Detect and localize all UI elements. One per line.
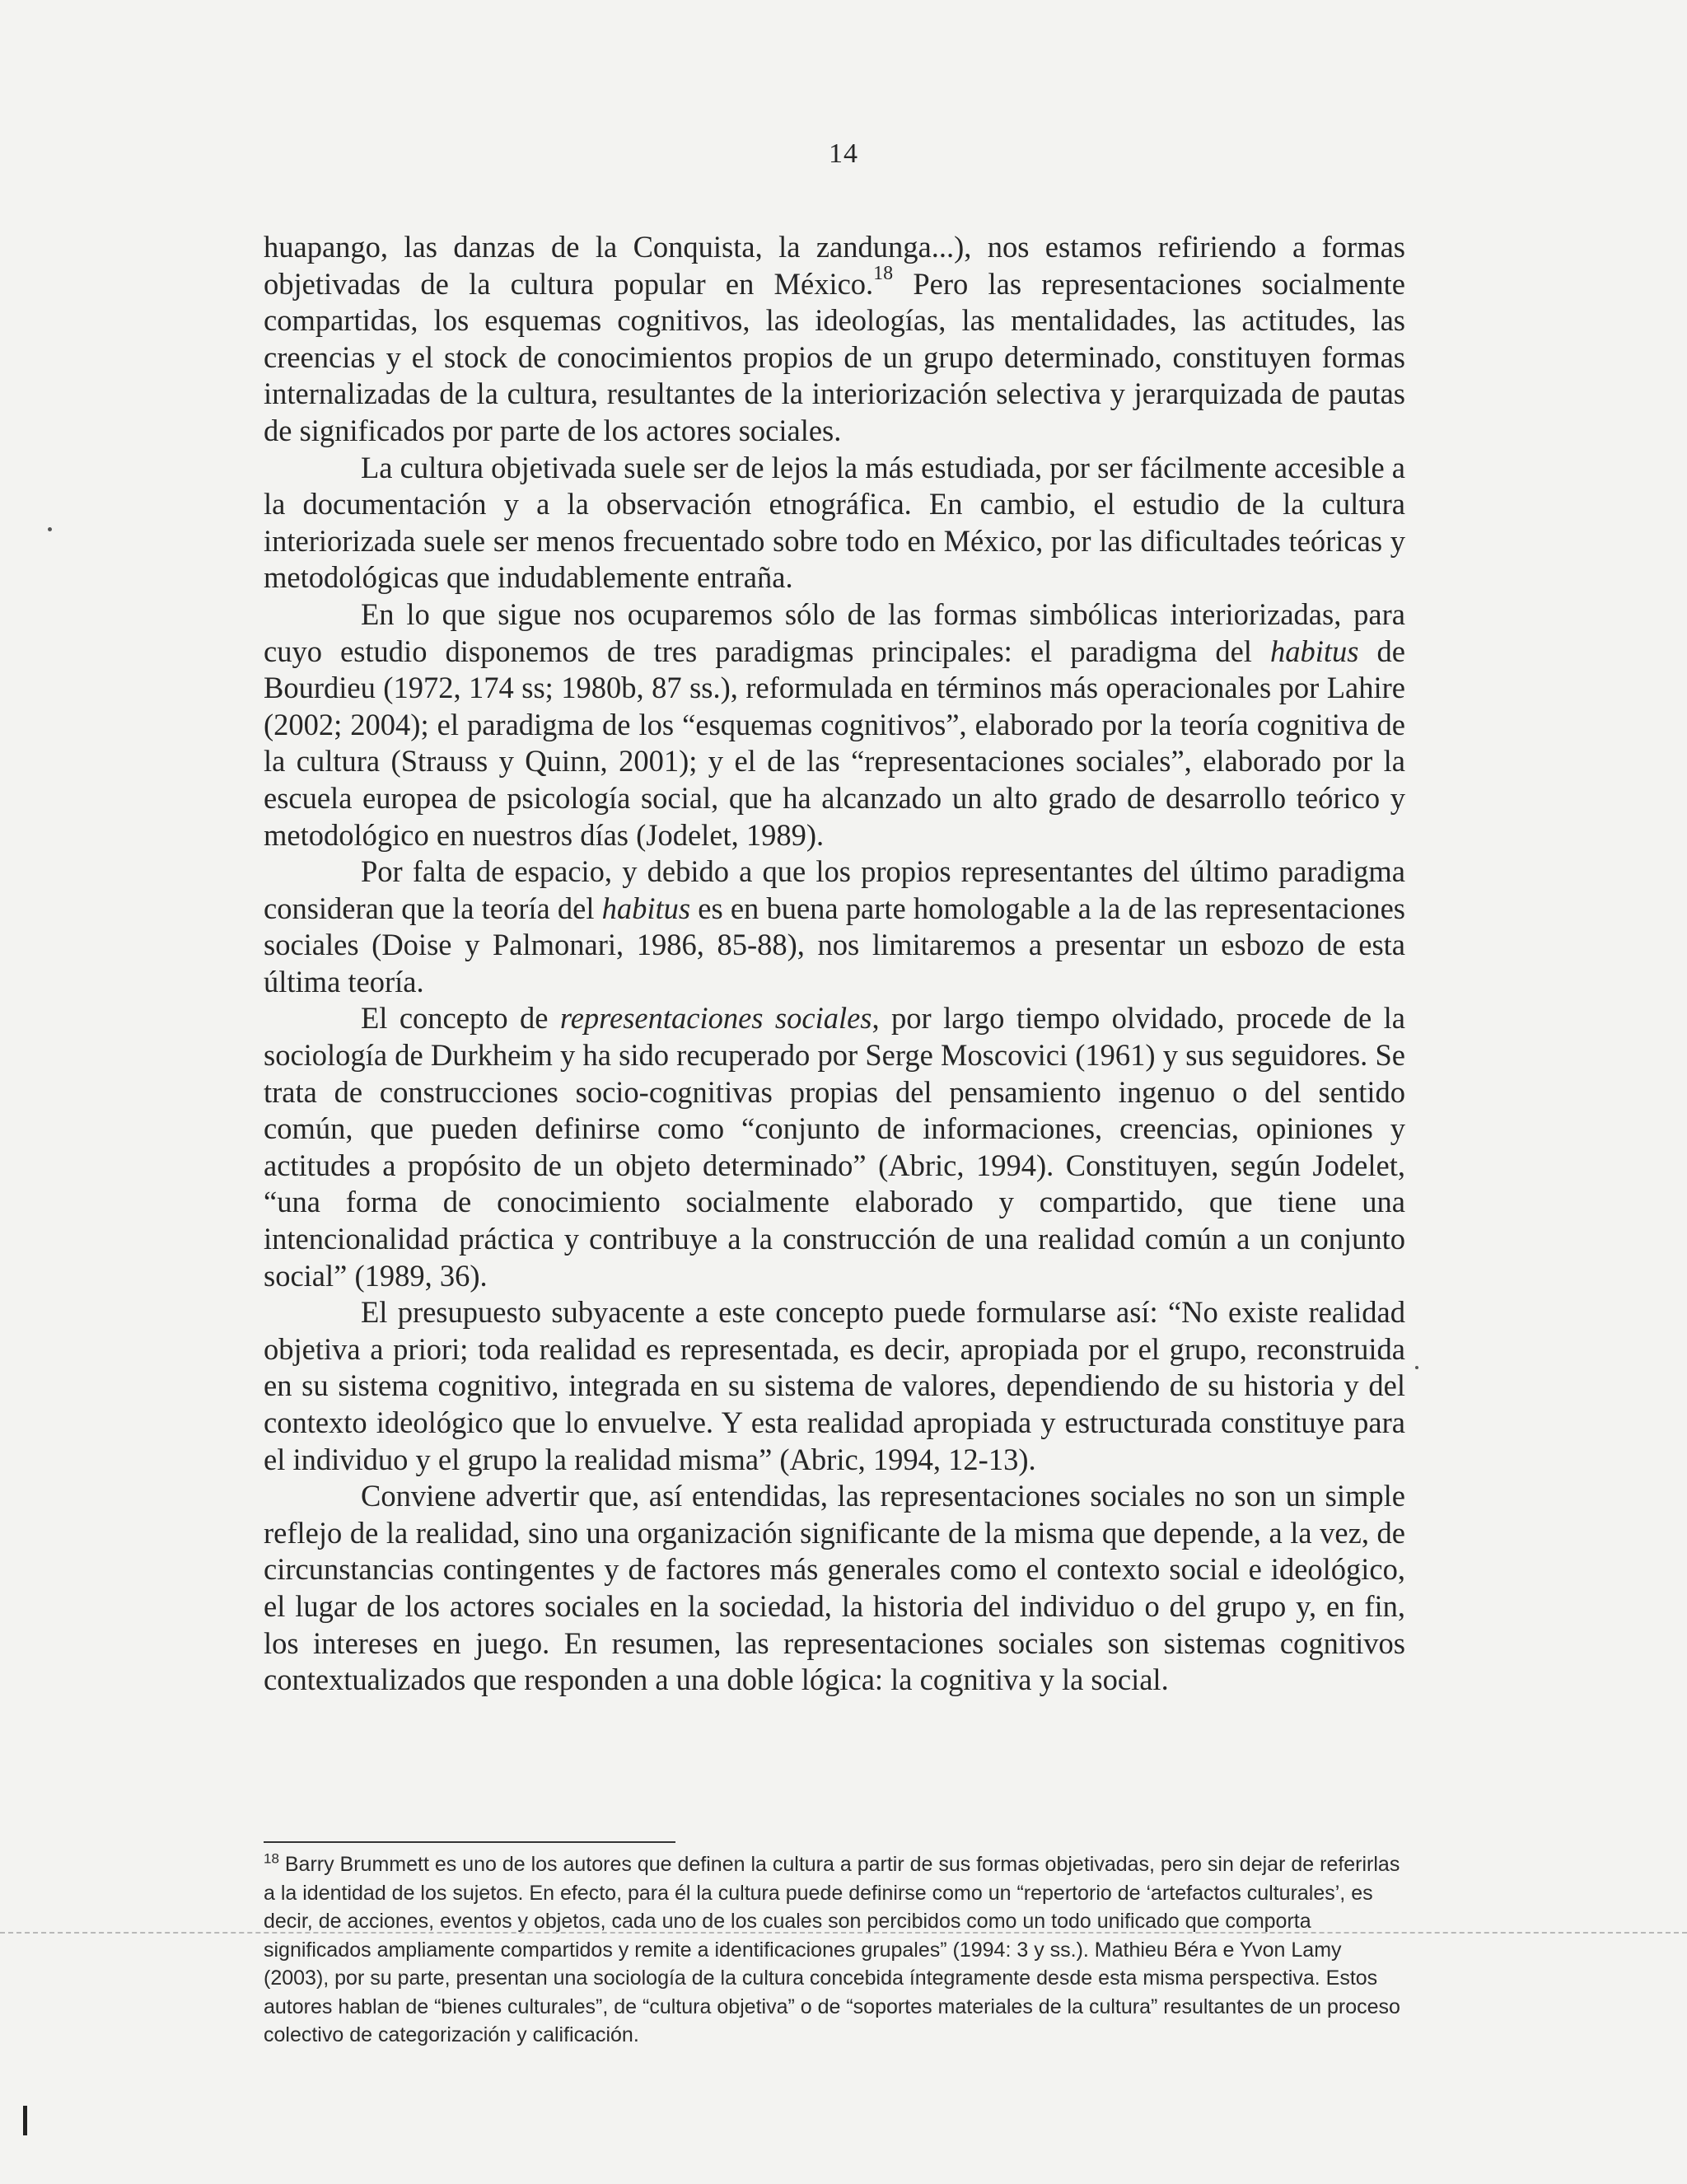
- paragraph-3-text-after: de Bourdieu (1972, 174 ss; 1980b, 87 ss.), reformulada en términos más operacionales por Lahire (2002; 2004); el paradigma de los “esquemas cognitivos”, elaborado por la teoría cognitiva de la cultura (Strauss y Quinn, 2001); y el de las “representaciones sociales”, elaborado por la escuela europea de psicología social, que ha alcanzado un alto grado de desarrollo teórico y metodológico en nuestros días (Jodelet, 1989).: [264, 634, 1405, 852]
- paragraph-4: [264, 853, 1405, 1000]
- footnote-separator: [264, 1841, 675, 1843]
- scan-artifact-line: [0, 1932, 1687, 1934]
- scan-speck: [1415, 1366, 1418, 1369]
- footnote-reference: 18: [873, 263, 894, 285]
- page-number: 14: [829, 138, 858, 169]
- footnote: [264, 1850, 1405, 2050]
- paragraph-1: [264, 229, 1405, 450]
- paragraph-3-text-before: En lo que sigue nos ocuparemos sólo de las formas simbólicas interiorizadas, para cuyo estudio disponemos de tres paradigmas principales: el paradigma del: [264, 596, 1405, 668]
- paragraph-2: La cultura objetivada suele ser de lejos la más estudiada, por ser fácilmente accesible a la documentación y a la observación etnográfica. En cambio, el estudio de la cultura interiorizada suele ser menos frecuentado sobre todo en México, por las dificultades teóricas y metodológicas que indudablemente entraña.: [264, 450, 1405, 595]
- scan-speck: [48, 527, 52, 531]
- paragraph-5: [264, 1000, 1405, 1294]
- margin-mark: [23, 2106, 27, 2135]
- paragraph-3-italic-term: habitus: [1269, 634, 1359, 668]
- paragraph-4-italic-term: habitus: [601, 891, 691, 925]
- paragraph-1-text-after: Pero las representaciones socialmente compartidas, los esquemas cognitivos, las ideologías, las mentalidades, las actitudes, las creencias y el stock de conocimientos propios de un grupo determinado, constituyen formas internalizadas de la cultura, resultantes de la interiorización selectiva y jerarquizada de pautas de significados por parte de los actores sociales.: [264, 266, 1405, 447]
- footnote-number: 18: [264, 1850, 279, 1867]
- paragraph-7: Conviene advertir que, así entendidas, las representaciones sociales no son un simple reflejo de la realidad, sino una organización significante de la misma que depende, a la vez, de circunstancias contingentes y de factores más generales como el contexto social e ideológico, el lugar de los actores sociales en la sociedad, la historia del individuo o del grupo y, en fin, los intereses en juego. En resumen, las representaciones sociales son sistemas cognitivos contextualizados que responden a una doble lógica: la cognitiva y la social.: [264, 1479, 1405, 1697]
- body-text: [264, 229, 1405, 1699]
- paragraph-1-text-before: huapango, las danzas de la Conquista, la zandunga...), nos estamos refiriendo a formas objetivadas de la cultura popular en México.: [264, 230, 1405, 301]
- paragraph-5-text-after: , por largo tiempo olvidado, procede de la sociología de Durkheim y ha sido recuperado por Serge Moscovici (1961) y sus seguidores. Se trata de construcciones socio-cognitivas propias del pensamiento ingenuo o del sentido común, que pueden definirse como “conjunto de informaciones, creencias, opiniones y actitudes a propósito de un objeto determinado” (Abric, 1994). Constituyen, según Jodelet, “una forma de conocimiento socialmente elaborado y compartido, que tiene una intencionalidad práctica y contribuye a la construcción de una realidad común a un conjunto social” (1989, 36).: [264, 1001, 1405, 1293]
- footnote-text: Barry Brummett es uno de los autores que definen la cultura a partir de sus formas objetivadas, pero sin dejar de referirlas a la identidad de los sujetos. En efecto, para él la cultura puede definirse como un “repertorio de ‘artefactos culturales’, es decir, de acciones, eventos y objetos, cada uno de los cuales son percibidos como un todo unificado que comporta significados ampliamente compartidos y remite a identificaciones grupales” (1994: 3 y ss.). Mathieu Béra e Yvon Lamy (2003), por su parte, presentan una sociología de la cultura concebida íntegramente desde esta misma perspectiva. Estos autores hablan de “bienes culturales”, de “cultura objetiva” o de “soportes materiales de la cultura” resultantes de un proceso colectivo de categorización y calificación.: [264, 1853, 1400, 2046]
- paragraph-5-italic-term: representaciones sociales: [559, 1001, 872, 1036]
- paragraph-3: [264, 596, 1405, 853]
- paragraph-4-text-after: es en buena parte homologable a la de las representaciones sociales (Doise y Palmonari, 1986, 85-88), nos limitaremos a presentar un esbozo de esta última teoría.: [264, 891, 1405, 998]
- paragraph-6: El presupuesto subyacente a este concepto puede formularse así: “No existe realidad objetiva a priori; toda realidad es representada, es decir, apropiada por el grupo, reconstruida en su sistema cognitivo, integrada en su sistema de valores, dependiendo de su historia y del contexto ideológico que lo envuelve. Y esta realidad apropiada y estructurada constituye para el individuo y el grupo la realidad misma” (Abric, 1994, 12-13).: [264, 1295, 1405, 1476]
- paragraph-4-text-before: Por falta de espacio, y debido a que los propios representantes del último paradigma consideran que la teoría del: [264, 854, 1405, 925]
- paragraph-5-text-before: El concepto de: [361, 1001, 560, 1036]
